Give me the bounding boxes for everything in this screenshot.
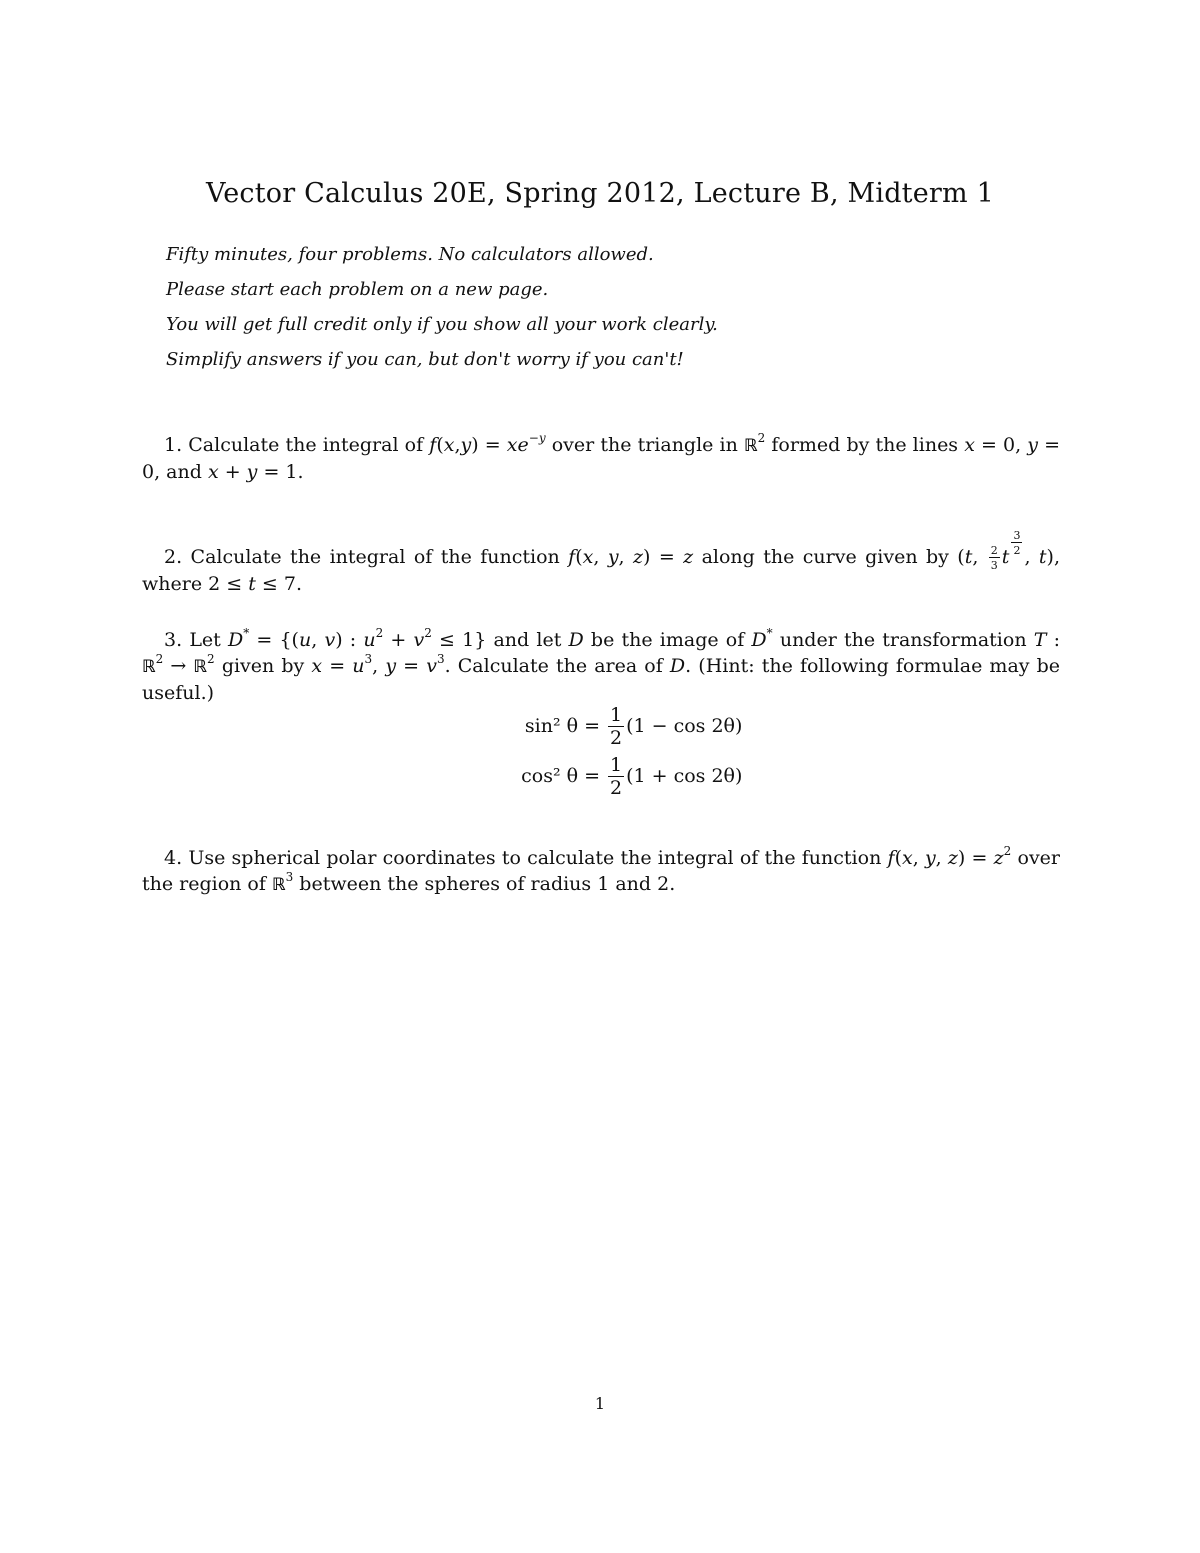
instruction-line: Please start each problem on a new page. xyxy=(166,279,549,300)
problem-text: and let xyxy=(493,629,562,651)
instruction-line: You will get full credit only if you show all your work clearly. xyxy=(166,314,718,335)
problem-text: between the spheres of radius 1 and 2. xyxy=(299,873,676,895)
page-number: 1 xyxy=(594,1394,606,1413)
problem-number: 3. xyxy=(164,629,183,651)
fraction-numerator: 1 xyxy=(610,754,623,776)
formula-lhs: cos² θ = xyxy=(521,765,600,787)
formula-lhs: sin² θ = xyxy=(524,715,600,737)
problem-text: Calculate the integral of the function xyxy=(190,546,560,568)
problem-text: Calculate the integral of xyxy=(188,434,424,456)
formula-row xyxy=(0,750,1200,802)
instructions xyxy=(166,242,1066,382)
fraction-denominator: 2 xyxy=(610,777,623,799)
instruction-line: Simplify answers if you can, but don't worry if you can't! xyxy=(166,349,684,370)
page-title: Vector Calculus 20E, Spring 2012, Lecture B, Midterm 1 xyxy=(206,178,994,209)
formula-rhs xyxy=(606,750,742,802)
problem-text: where xyxy=(142,573,203,595)
problem-number: 1. xyxy=(164,434,183,456)
formula-rest: (1 − cos 2θ) xyxy=(626,715,743,737)
problem-3: 3. Let D* = {(u, v) : $u^2 + v^2 \le 1$} and let D be the image of D* under the transformation T : ℝ$^2$ → ℝ$^2$ given by $x = u^3$, $y = v^3$. Calculate the area of D. (Hint: the following formulae may be useful.) xyxy=(142,626,1061,704)
problem-text: Let xyxy=(189,629,221,651)
problem-text: under the transformation xyxy=(779,629,1027,651)
problem-text: formed by the lines xyxy=(771,434,959,456)
formula-rest: (1 + cos 2θ) xyxy=(626,765,743,787)
problem-number: 2. xyxy=(164,546,183,568)
fraction-numerator: 1 xyxy=(610,704,623,726)
problem-1: 1. Calculate the integral of $f(x,y) = xe^{-y}$ over the triangle in ℝ$^2$ formed by the lines x = 0, y = 0, and x + y = 1. xyxy=(142,431,1061,483)
problem-4: 4. Use spherical polar coordinates to calculate the integral of the function f(x, y, $z) = z^2$ over the region of ℝ$^3$ between the spheres of radius 1 and 2. xyxy=(142,844,1060,895)
problem-text: (Hint: the following formulae may be useful.) xyxy=(142,655,1061,704)
problem-2: 2. Calculate the integral of the function f(x, y, z) = z along the curve given by (t, $\frac{2}{3}$ t $^{\frac{3}{2}}$ , t), where 2 ≤ t ≤ 7. xyxy=(142,529,1060,595)
fraction-denominator: 2 xyxy=(610,727,623,749)
problem-text: Use spherical polar coordinates to calculate the integral of the function xyxy=(188,847,882,869)
problem-text: given by xyxy=(221,655,305,677)
math: ℝ xyxy=(743,436,758,456)
problem-text: be the image of xyxy=(590,629,745,651)
problem-text: over the triangle in xyxy=(551,434,738,456)
problem-text: over the region of xyxy=(142,847,1060,895)
problem-number: 4. xyxy=(164,847,183,869)
formula-row xyxy=(0,700,1200,752)
problem-text: Calculate the area of xyxy=(457,655,663,677)
formula-rhs xyxy=(606,700,742,752)
instruction-line: Fifty minutes, four problems. No calculators allowed. xyxy=(166,244,654,265)
problem-text: and xyxy=(166,461,202,483)
math: f xyxy=(429,434,437,456)
problem-text: along the curve given by xyxy=(701,546,949,568)
